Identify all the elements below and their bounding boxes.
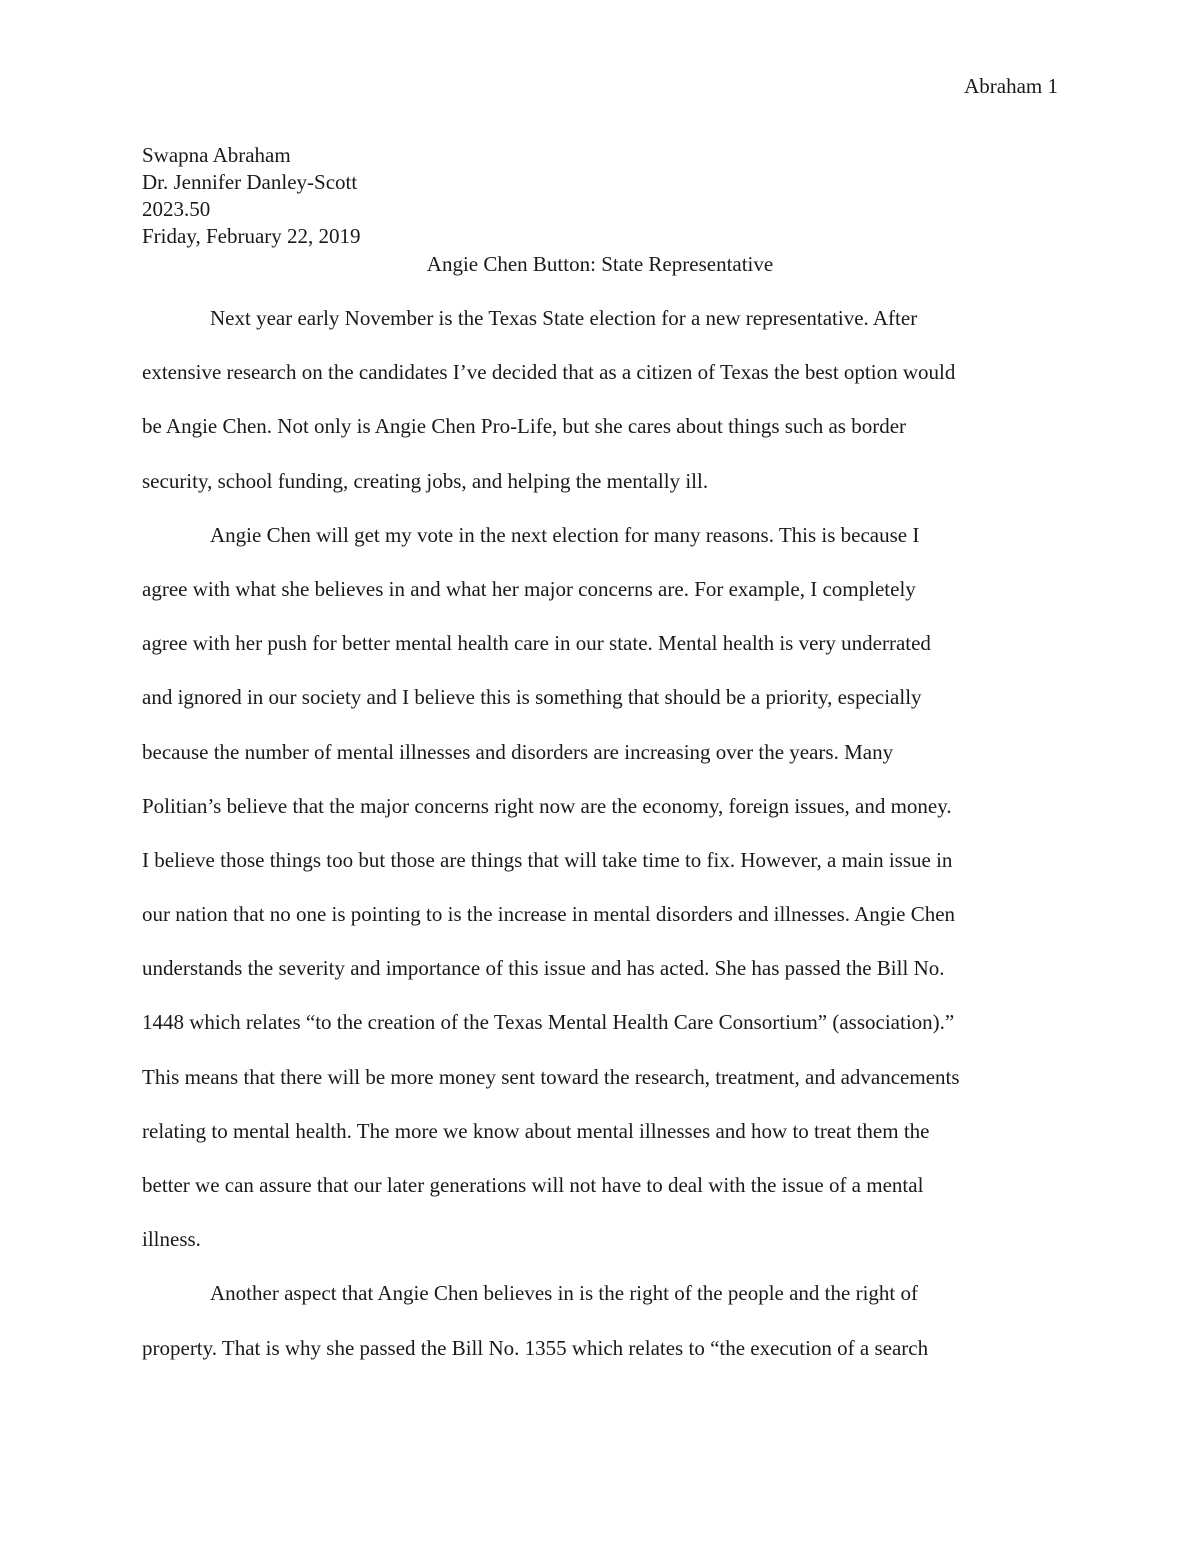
running-head: Abraham 1 <box>964 74 1058 98</box>
text-line: extensive research on the candidates I’ve decided that as a citizen of Texas the best option would <box>142 360 956 385</box>
instructor-name: Dr. Jennifer Danley-Scott <box>142 170 358 194</box>
text-line: I believe those things too but those are things that will take time to fix. However, a main issue in <box>142 847 953 872</box>
text-line: be Angie Chen. Not only is Angie Chen Pro-Life, but she cares about things such as border <box>142 414 907 439</box>
text-line: security, school funding, creating jobs, and helping the mentally ill. <box>142 468 709 493</box>
text-line: illness. <box>142 1227 201 1252</box>
text-line: 1448 which relates “to the creation of the Texas Mental Health Care Consortium” (association).” <box>142 1010 955 1035</box>
text-line: understands the severity and importance of this issue and has acted. She has passed the Bill No. <box>142 956 945 981</box>
text-line: our nation that no one is pointing to is the increase in mental disorders and illnesses. Angie Chen <box>142 902 956 927</box>
text-line: Angie Chen will get my vote in the next election for many reasons. This is because I <box>210 522 920 547</box>
author-name: Swapna Abraham <box>142 143 291 167</box>
text-line: agree with her push for better mental health care in our state. Mental health is very underrated <box>142 631 931 656</box>
text-line: Next year early November is the Texas State election for a new representative. After <box>210 306 918 330</box>
text-line: agree with what she believes in and what her major concerns are. For example, I completely <box>142 576 916 601</box>
document-title: Angie Chen Button: State Representative <box>426 252 774 276</box>
text-line: better we can assure that our later generations will not have to deal with the issue of a mental <box>142 1173 924 1197</box>
text-line: and ignored in our society and I believe this is something that should be a priority, especially <box>142 685 922 710</box>
course-number: 2023.50 <box>142 197 211 221</box>
text-line: because the number of mental illnesses and disorders are increasing over the years. Many <box>142 739 894 764</box>
document-date: Friday, February 22, 2019 <box>142 224 361 248</box>
text-line: property. That is why she passed the Bill No. 1355 which relates to “the execution of a search <box>142 1335 929 1360</box>
text-line: This means that there will be more money sent toward the research, treatment, and advancements <box>142 1064 960 1089</box>
text-line: relating to mental health. The more we know about mental illnesses and how to treat them the <box>142 1118 930 1143</box>
document-body <box>142 304 1072 1388</box>
mla-heading <box>142 142 361 250</box>
text-line: Politian’s believe that the major concerns right now are the economy, foreign issues, and money. <box>142 793 952 818</box>
text-line: Another aspect that Angie Chen believes in is the right of the people and the right of <box>210 1281 918 1306</box>
